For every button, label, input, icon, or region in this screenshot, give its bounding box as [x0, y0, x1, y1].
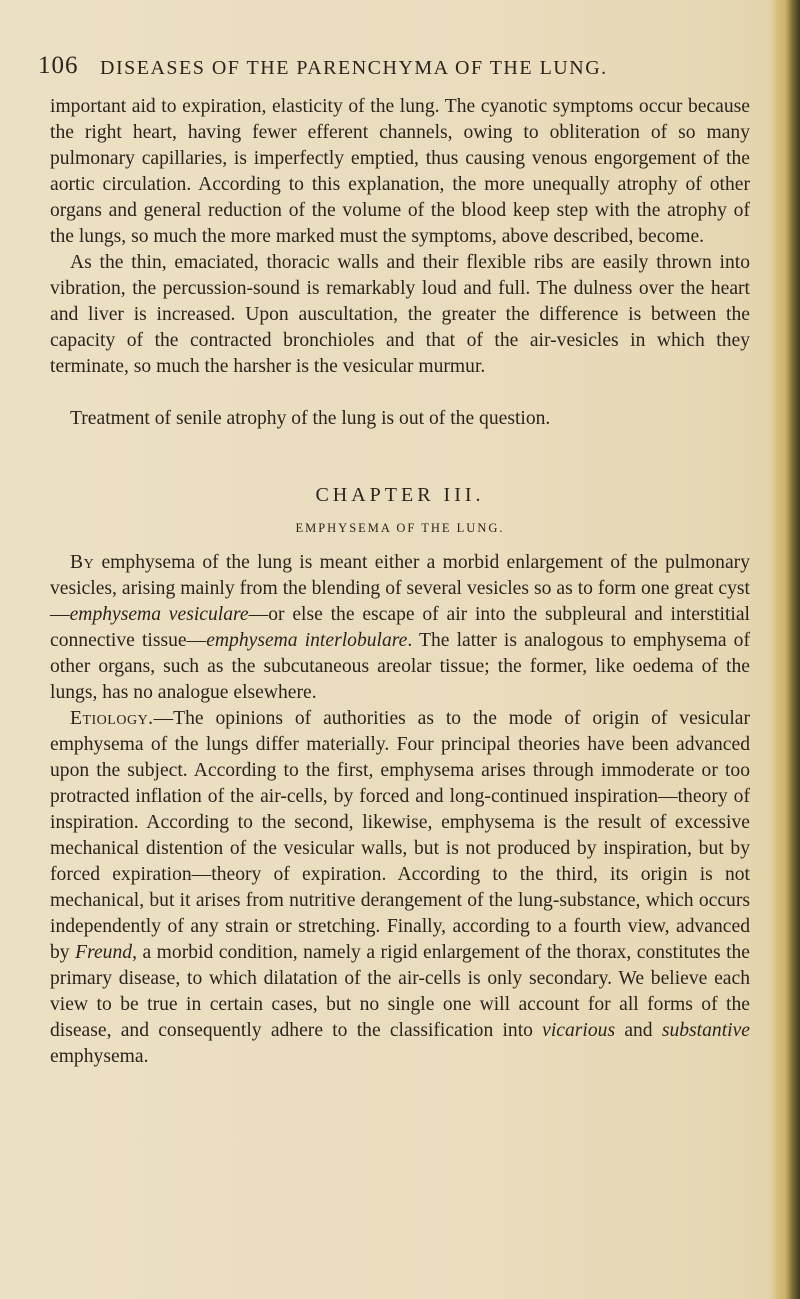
running-head: DISEASES OF THE PARENCHYMA OF THE LUNG.	[100, 57, 608, 79]
term-emphysema-interlobulare: emphysema interlobulare	[206, 630, 408, 651]
paragraph-5-and: and	[615, 1020, 662, 1041]
page-header	[38, 52, 738, 86]
author-name-freund: Freund	[75, 942, 133, 963]
paragraph-5-text-c: emphysema.	[50, 1046, 149, 1067]
page-edge	[776, 0, 800, 1299]
chapter-subtitle: EMPHYSEMA OF THE LUNG.	[295, 521, 505, 535]
paragraph-5-text-a: —The opinions of authorities as to the mode of origin of vesicular emphysema of the lungs differ materially. Four principal theories have been advanced upon the subject. According to the first, emphysema arises through immoderate or too protracted inflation of the air-cells, by forced and long-continued inspiration—theory of inspiration. According to the second, likewise, emphysema is the result of excessive mechanical distention of the vesicular walls, but is not produced by inspiration, but by forced expiration—theory of expiration. According to the third, its origin is not mechanical, but it arises from nutritive derangement of the lung-substance, which occurs independently of any strain or stretching. Finally, according to a fourth view, advanced by	[50, 708, 750, 963]
paragraph-5	[50, 706, 750, 1070]
paragraph-3: Treatment of senile atrophy of the lung is out of the question.	[70, 408, 551, 429]
term-substantive: substantive	[661, 1020, 750, 1041]
paragraph-5-text-b: , a morbid condition, namely a rigid enlargement of the thorax, constitutes the primary disease, to which dilatation of the air-cells is only secondary. We believe each view to be true in certain cases, but no single one will account for all forms of the disease, and consequently adhere to the classification into	[50, 942, 751, 1041]
paragraph-4-text-a: emphysema of the lung is meant either a morbid enlargement of the pulmonary vesicles, arising mainly from the blending of several vesicles so as to form one great cyst—	[50, 552, 750, 625]
paragraph-2: As the thin, emaciated, thoracic walls and their flexible ribs are easily thrown into vibration, the percussion-sound is remarkably loud and full. The dulness over the heart and liver is increased. Upon auscultation, the greater the difference is between the capacity of the contracted bronchioles and that of the air-vesicles in which they terminate, so much the harsher is the vesicular murmur.	[50, 252, 750, 377]
term-vicarious: vicarious	[542, 1020, 616, 1041]
paragraph-1: important aid to expiration, elasticity of the lung. The cyanotic symptoms occur because the right heart, having fewer efferent channels, owing to obliteration of so many pulmonary capillaries, is imperfectly emptied, thus causing venous engorgement of the aortic circulation. According to this explanation, the more unequally atrophy of other organs and general reduction of the volume of the blood keep step with the atrophy of the lungs, so much the more marked must the symptoms, above described, become.	[50, 96, 750, 247]
paragraph-4-text-b: —or else the escape of air into the subpleural and interstitial connective tissue—	[50, 604, 750, 651]
section-lead-etiology: Etiology.	[70, 708, 154, 729]
paragraph-4	[50, 550, 750, 706]
paragraph-4-text-c: . The latter is analogous to emphysema of other organs, such as the subcutaneous areolar tissue; the former, like oedema of the lungs, has no analogue elsewhere.	[50, 630, 750, 703]
term-emphysema-vesiculare: emphysema vesiculare	[69, 604, 249, 625]
opening-words: By	[70, 552, 95, 573]
page-number: 106	[38, 52, 79, 79]
chapter-title: CHAPTER III.	[315, 484, 485, 506]
